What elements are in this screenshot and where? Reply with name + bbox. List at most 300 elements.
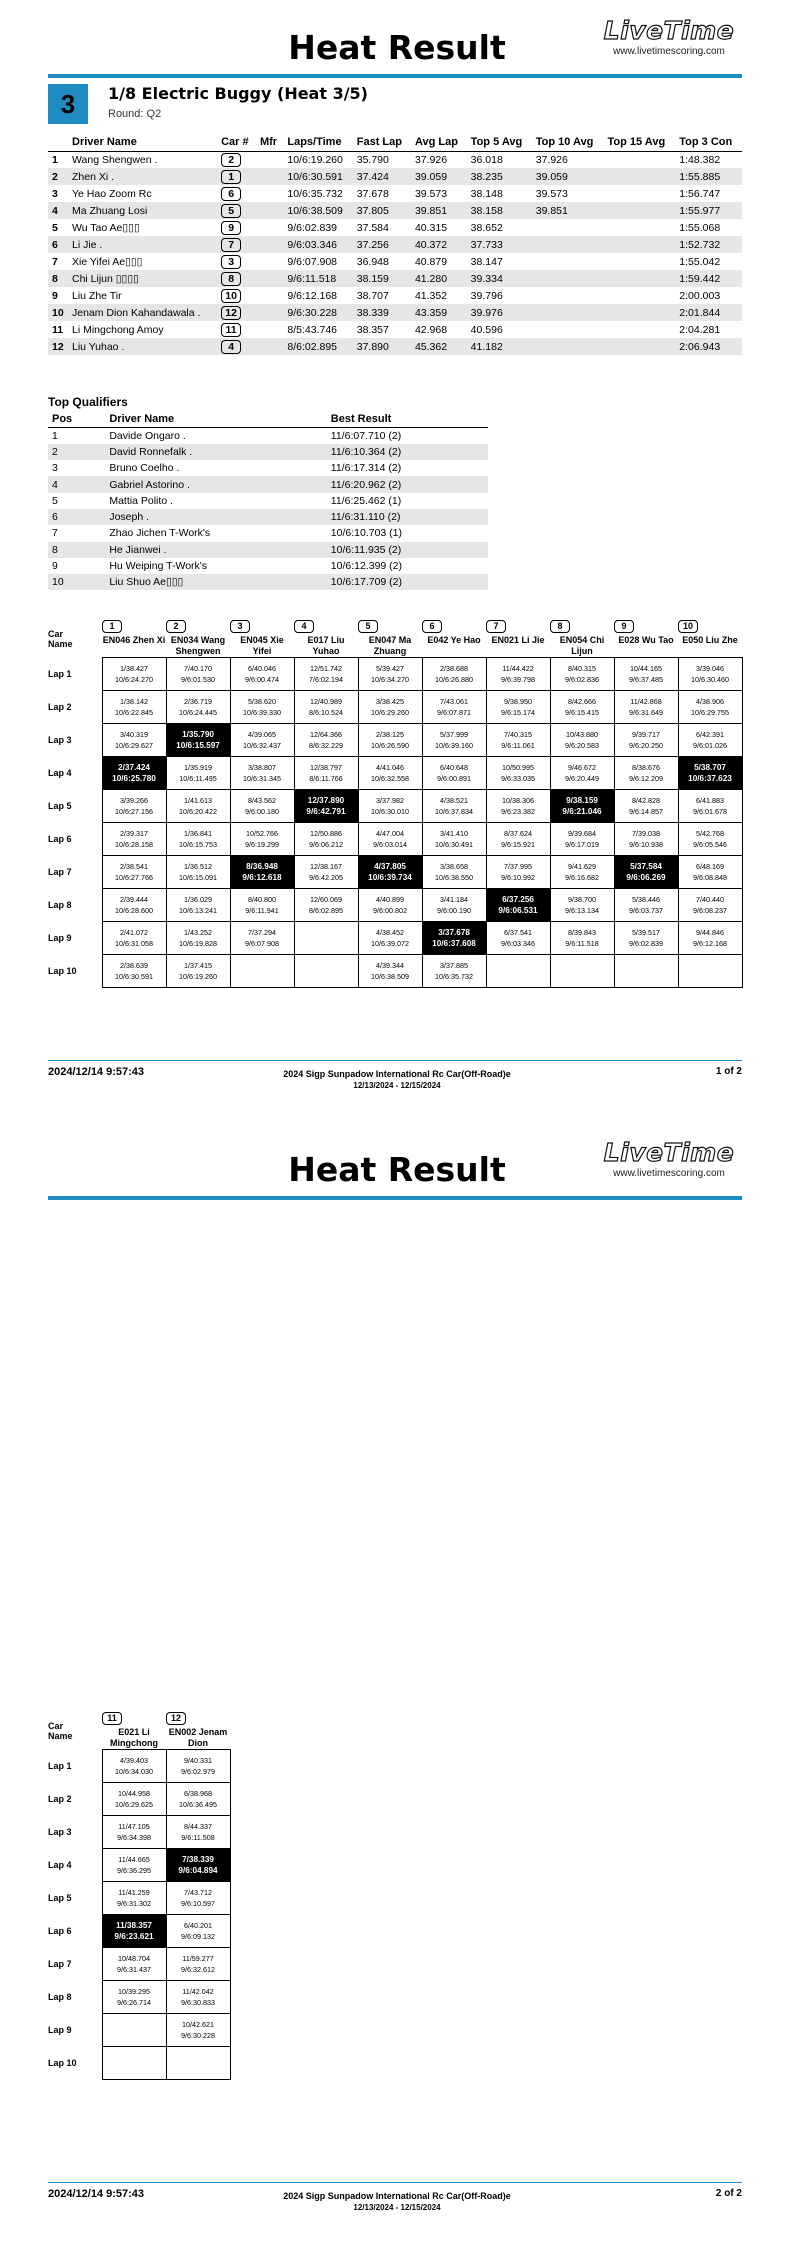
lap-total-time: 9/6:08.848 [693, 873, 727, 882]
table-cell: 36.948 [356, 255, 389, 268]
car-number-badge: 3 [230, 620, 250, 633]
car-number-cell [217, 236, 256, 253]
lap-position-time: 1/36.512 [184, 862, 212, 871]
lap-cell [102, 658, 166, 691]
lap-position-time: 12/38.797 [310, 763, 342, 772]
lap-total-time: 9/6:31.302 [117, 1899, 151, 1908]
table-cell: 10/6:10.703 (1) [330, 527, 402, 540]
lap-cell [294, 724, 358, 757]
table-row [48, 509, 488, 525]
car-number-badge: 8 [221, 272, 241, 286]
table-cell [532, 219, 604, 236]
lap-total-time: 9/6:34.398 [117, 1833, 151, 1842]
car-number-cell [217, 253, 256, 270]
lap-position-time: 7/39.038 [632, 829, 660, 838]
fastest-lap-cell [166, 1849, 230, 1882]
lap-cell [422, 856, 486, 889]
results-col-header: Fast Lap [353, 133, 411, 151]
lap-row [48, 757, 742, 790]
car-number-badge: 5 [221, 204, 241, 218]
car-number-cell [217, 185, 256, 202]
lap-total-time: 9/6:20.583 [565, 741, 599, 750]
lap-cell [102, 1816, 166, 1849]
lap-total-time: 9/6:15.415 [565, 708, 599, 717]
table-cell: 3 [52, 462, 58, 475]
lap-cell [614, 691, 678, 724]
lap-position-time: 3/38.425 [376, 697, 404, 706]
lap-total-time: 8/6:32.229 [309, 741, 343, 750]
footer-divider [48, 1060, 742, 1061]
lap-total-time: 9/6:30.228 [181, 2031, 215, 2040]
lap-total-time: 9/6:12.209 [629, 774, 663, 783]
table-cell: 37.256 [353, 236, 411, 253]
lap-total-time: 9/6:09.132 [181, 1932, 215, 1941]
lap-label: Lap 4 [48, 1860, 72, 1870]
qualifiers-col-header: Pos [48, 411, 105, 428]
lap-cell [550, 658, 614, 691]
driver-column-header [358, 620, 422, 658]
lap-total-time: 10/6:15.091 [179, 873, 217, 882]
car-number-badge: 10 [221, 289, 241, 303]
fastest-lap-cell [102, 1915, 166, 1948]
table-cell: 38.707 [356, 289, 389, 302]
table-cell: 2:00.003 [679, 289, 721, 302]
car-number-cell [217, 168, 256, 185]
driver-column-header [486, 620, 550, 658]
lap-total-time: 9/6:13.134 [565, 906, 599, 915]
lap-position-time: 11/47.105 [118, 1822, 150, 1831]
table-cell: 37.584 [356, 221, 389, 234]
results-col-header [48, 133, 68, 151]
table-cell: 39.059 [532, 168, 604, 185]
lap-position-time: 4/38.452 [376, 928, 404, 937]
lap-total-time: 10/6:27.766 [115, 873, 153, 882]
top-qualifiers-title: Top Qualifiers [48, 395, 128, 409]
car-number-badge: 11 [221, 323, 241, 337]
lap-position-time: 9/39.717 [632, 730, 660, 739]
table-cell: 1:55.068 [679, 221, 721, 234]
lap-position-time: 8/37.624 [504, 829, 532, 838]
lap-cell [230, 658, 294, 691]
lap-total-time: 9/6:11.508 [181, 1833, 215, 1842]
table-cell: Liu Shuo Ae▯▯▯ [105, 574, 326, 590]
lap-position-time: 3/41.410 [440, 829, 468, 838]
table-cell: 1 [52, 429, 58, 442]
table-cell: 11/6:10.364 (2) [327, 444, 488, 460]
table-cell [604, 168, 676, 185]
lap-cell [294, 691, 358, 724]
table-cell: 35.790 [356, 153, 389, 166]
results-col-header: Top 3 Con [675, 133, 742, 151]
lap-label: Lap 10 [48, 966, 77, 976]
lap-position-time: 7/37.294 [248, 928, 276, 937]
results-body [48, 151, 742, 355]
table-row [48, 558, 488, 574]
lap-position-time: 9/41.629 [568, 862, 596, 871]
table-cell: 10/6:38.509 [283, 202, 352, 219]
table-cell: 10/6:12.399 (2) [330, 560, 402, 573]
table-row [48, 202, 742, 219]
car-number-badge: 3 [221, 255, 241, 269]
lap-total-time: 9/6:10.938 [629, 840, 663, 849]
table-cell: 39.059 [411, 168, 467, 185]
lap-total-time: 9/6:02.839 [629, 939, 663, 948]
lap-label: Lap 2 [48, 1794, 72, 1804]
lap-cell [230, 922, 294, 955]
lap-total-time: 10/6:39.160 [435, 741, 473, 750]
lap-total-time: 10/6:29.625 [115, 1800, 153, 1809]
table-cell [256, 304, 283, 321]
driver-name: EN034 Wang Shengwen [170, 635, 226, 656]
lap-row [48, 823, 742, 856]
lap-total-time: 10/6:20.422 [179, 807, 217, 816]
lap-cell [166, 823, 230, 856]
car-number-badge: 8 [550, 620, 570, 633]
lap-cell [230, 823, 294, 856]
lap-cell [614, 823, 678, 856]
race-name: 1/8 Electric Buggy (Heat 3/5) [108, 84, 368, 103]
lap-total-time: 10/6:34.030 [115, 1767, 153, 1776]
table-cell: Zhao Jichen T-Work's [109, 527, 211, 540]
table-cell: 1:55.042 [679, 255, 721, 268]
lap-cell [486, 724, 550, 757]
page-title: Heat Result [288, 1150, 506, 1189]
lap-total-time: 10/6:31.058 [115, 939, 153, 948]
lap-row [48, 1882, 230, 1915]
car-number-badge: 1 [102, 620, 122, 633]
lap-position-time: 3/37.678 [438, 928, 470, 937]
lap-position-time: 3/39.266 [120, 796, 148, 805]
lap-cell [678, 691, 742, 724]
driver-name: E017 Liu Yuhao [307, 635, 345, 656]
driver-column-header [166, 1712, 230, 1750]
lap-cell [166, 955, 230, 988]
table-cell [604, 270, 676, 287]
logo-word: LiveTime [603, 16, 735, 45]
lap-position-time: 1/38.142 [120, 697, 148, 706]
table-cell [532, 253, 604, 270]
car-number-badge: 9 [614, 620, 634, 633]
lap-total-time: 9/6:00.180 [245, 807, 279, 816]
footer-event-dates: 12/13/2024 - 12/15/2024 [353, 1081, 441, 1090]
lap-position-time: 3/39.046 [696, 664, 724, 673]
table-cell: 5 [52, 221, 58, 234]
results-col-header: Top 10 Avg [532, 133, 604, 151]
lap-position-time: 7/37.995 [504, 862, 532, 871]
lap-cell [678, 955, 742, 988]
lap-label: Lap 7 [48, 867, 72, 877]
lap-total-time: 9/6:42.791 [306, 807, 346, 816]
top-qualifiers-header-row [48, 411, 488, 428]
table-cell: 1:55.885 [675, 168, 742, 185]
lap-row [48, 922, 742, 955]
lap-cell [678, 724, 742, 757]
lap-cell [102, 856, 166, 889]
table-cell: 39.851 [532, 202, 604, 219]
lap-label: Lap 3 [48, 735, 72, 745]
table-cell: 37.678 [356, 187, 389, 200]
lap-position-time: 10/43.880 [566, 730, 598, 739]
fastest-lap-cell [486, 889, 550, 922]
table-cell [256, 253, 283, 270]
top-qualifiers-table [48, 411, 488, 590]
lap-total-time: 10/6:31.345 [243, 774, 281, 783]
table-cell: 1:55.977 [675, 202, 742, 219]
lap-cell [230, 724, 294, 757]
lap-position-time: 2/37.424 [118, 763, 150, 772]
results-table [48, 133, 742, 355]
lap-cell [550, 889, 614, 922]
driver-column-header [102, 620, 166, 658]
lap-cell [614, 790, 678, 823]
lap-total-time: 9/6:31.437 [117, 1965, 151, 1974]
lap-cell [230, 889, 294, 922]
table-cell: 9/6:12.168 [287, 289, 338, 302]
lap-position-time: 6/40.046 [248, 664, 276, 673]
lap-total-time: 9/6:10.597 [181, 1899, 215, 1908]
logo-word: LiveTime [603, 1138, 735, 1167]
table-cell: 2:01.844 [675, 304, 742, 321]
lap-total-time: 9/6:03.346 [501, 939, 535, 948]
lap-total-time: 9/6:02.836 [565, 675, 599, 684]
car-number-badge: 1 [221, 170, 241, 184]
table-cell: Jenam Dion Kahandawala . [68, 304, 217, 321]
page-title: Heat Result [288, 28, 506, 67]
car-number-cell [217, 321, 256, 338]
table-cell [604, 151, 676, 168]
lap-total-time: 9/6:02.979 [181, 1767, 215, 1776]
table-cell: Ye Hao Zoom Rc [72, 187, 152, 200]
lap-position-time: 7/43.712 [184, 1888, 212, 1897]
lap-cell [294, 889, 358, 922]
table-cell: 41.280 [411, 270, 467, 287]
lap-position-time: 12/38.167 [310, 862, 342, 871]
table-cell [604, 185, 676, 202]
table-cell: 10 [48, 574, 105, 590]
table-cell [256, 202, 283, 219]
lap-total-time: 10/6:30.460 [691, 675, 729, 684]
results-col-header: Top 15 Avg [604, 133, 676, 151]
lap-cell [422, 955, 486, 988]
lap-total-time: 10/6:19.828 [179, 939, 217, 948]
table-cell: 37.733 [467, 236, 532, 253]
table-cell: 40.372 [411, 236, 467, 253]
driver-column-header [294, 620, 358, 658]
lap-total-time: 10/6:29.260 [371, 708, 409, 717]
car-number-badge: 4 [221, 340, 241, 354]
lap-row [48, 1915, 230, 1948]
table-cell: Ma Zhuang Losi [68, 202, 217, 219]
lap-cell [166, 1981, 230, 2014]
lap-label: Lap 6 [48, 1926, 72, 1936]
lap-position-time: 12/51.742 [310, 664, 342, 673]
lap-cell [102, 955, 166, 988]
lap-cell [422, 889, 486, 922]
table-cell: 2:04.281 [679, 323, 721, 336]
car-number-badge: 7 [221, 238, 241, 252]
lap-cell [486, 658, 550, 691]
lap-total-time: 10/6:22.845 [115, 708, 153, 717]
logo-url: www.livetimescoring.com [613, 1168, 725, 1179]
lap-cell [166, 1948, 230, 1981]
table-cell: 8 [48, 542, 105, 558]
table-cell: 10/6:35.732 [287, 187, 343, 200]
lap-cell [422, 823, 486, 856]
lap-cell [486, 790, 550, 823]
lap-label: Lap 9 [48, 933, 72, 943]
lap-position-time: 6/40.648 [440, 763, 468, 772]
lap-cell [358, 790, 422, 823]
lap-total-time: 10/6:30.491 [435, 840, 473, 849]
table-cell: 39.976 [467, 304, 532, 321]
lap-total-time: 9/6:03.737 [629, 906, 663, 915]
table-cell [256, 236, 283, 253]
lap-cell [102, 790, 166, 823]
table-cell [604, 236, 676, 253]
lap-row [48, 856, 742, 889]
lap-row [48, 889, 742, 922]
car-number-badge: 6 [422, 620, 442, 633]
table-cell: 7 [52, 255, 58, 268]
lap-position-time: 1/36.841 [184, 829, 212, 838]
lap-cell [486, 922, 550, 955]
table-cell: 5 [52, 494, 58, 507]
lap-cell [422, 790, 486, 823]
lap-total-time: 10/6:15.597 [176, 741, 220, 750]
lap-position-time: 1/41.613 [184, 796, 212, 805]
lap-total-time: 10/6:37.834 [435, 807, 473, 816]
lap-cell [550, 955, 614, 988]
table-row [48, 476, 488, 492]
lap-total-time: 9/6:03.014 [373, 840, 407, 849]
lap-position-time: 4/39.344 [376, 961, 404, 970]
table-cell: 38.147 [470, 255, 503, 268]
lap-cell [166, 790, 230, 823]
lap-position-time: 8/43.562 [248, 796, 276, 805]
results-col-header: Laps/Time [283, 133, 352, 151]
lap-position-time: 7/40.440 [696, 895, 724, 904]
lap-cell [486, 955, 550, 988]
lap-position-time: 5/37.999 [440, 730, 468, 739]
lap-total-time: 10/6:39.072 [371, 939, 409, 948]
lap-total-time: 10/6:15.753 [179, 840, 217, 849]
lap-total-time: 10/6:37.623 [688, 774, 732, 783]
table-cell [604, 304, 676, 321]
table-cell: 40.596 [470, 323, 503, 336]
car-number-badge: 9 [221, 221, 241, 235]
lap-total-time: 10/6:32.437 [243, 741, 281, 750]
car-number-badge: 5 [358, 620, 378, 633]
lap-position-time: 4/38.906 [696, 697, 724, 706]
lap-label: Lap 1 [48, 1761, 72, 1771]
table-cell: 38.159 [353, 270, 411, 287]
lap-position-time: 2/36.719 [184, 697, 212, 706]
table-cell [256, 168, 283, 185]
lap-cell [166, 1750, 230, 1783]
lap-row [48, 1816, 230, 1849]
lap-cell [678, 922, 742, 955]
table-cell [532, 321, 604, 338]
lap-position-time: 7/40.315 [504, 730, 532, 739]
lap-total-time: 9/6:11.518 [565, 939, 599, 948]
table-row [48, 219, 742, 236]
lap-position-time: 4/39.065 [248, 730, 276, 739]
table-cell: 39.851 [411, 202, 467, 219]
driver-name: EN002 Jenam Dion [168, 1727, 228, 1748]
lap-position-time: 1/35.919 [184, 763, 212, 772]
lap-row [48, 1783, 230, 1816]
lap-cell [230, 955, 294, 988]
lap-cell [166, 1915, 230, 1948]
lap-position-time: 12/60.069 [310, 895, 342, 904]
lap-total-time: 9/6:16.682 [565, 873, 599, 882]
table-cell: 38.357 [356, 323, 389, 336]
lap-total-time: 10/6:36.495 [179, 1800, 217, 1809]
table-cell: 39.573 [414, 187, 448, 200]
car-number-badge: 12 [221, 306, 241, 320]
lap-position-time: 1/36.029 [184, 895, 212, 904]
table-cell [604, 253, 676, 270]
lap-cell [678, 823, 742, 856]
lap-cell [550, 691, 614, 724]
lap-total-time: 10/6:32.558 [371, 774, 409, 783]
lap-chart-corner-label: Car Name [48, 628, 73, 649]
lap-total-time: 9/6:07.871 [437, 708, 471, 717]
lap-cell [358, 757, 422, 790]
lap-total-time: 9/6:11.061 [501, 741, 535, 750]
lap-total-time: 9/6:20.449 [565, 774, 599, 783]
table-cell [532, 236, 604, 253]
table-cell [532, 338, 604, 355]
lap-position-time: 9/38.950 [504, 697, 532, 706]
lap-total-time: 9/6:07.908 [245, 939, 279, 948]
table-cell: 38.652 [470, 221, 503, 234]
lap-position-time: 6/37.541 [504, 928, 532, 937]
table-cell: Xie Yifei Ae▯▯▯ [72, 255, 143, 268]
lap-cell [166, 856, 230, 889]
lap-position-time: 6/38.968 [184, 1789, 212, 1798]
table-cell: 10/6:11.935 (2) [327, 542, 488, 558]
lap-cell [294, 955, 358, 988]
lap-position-time: 8/44.337 [184, 1822, 212, 1831]
lap-cell [102, 724, 166, 757]
lap-total-time: 9/6:12.168 [693, 939, 727, 948]
table-cell: 11/6:17.314 (2) [330, 462, 402, 475]
livetime-logo [596, 16, 742, 57]
lap-cell [358, 889, 422, 922]
table-cell: Mattia Polito . [109, 494, 173, 507]
footer-page-number: 1 of 2 [715, 1066, 742, 1077]
lap-cell [422, 757, 486, 790]
lap-total-time: 10/6:24.270 [115, 675, 153, 684]
table-cell [532, 304, 604, 321]
table-cell: 39.796 [470, 289, 503, 302]
driver-column-header [614, 620, 678, 658]
lap-label: Lap 6 [48, 834, 72, 844]
lap-total-time: 7/6:02.194 [309, 675, 343, 684]
table-cell: 1:56.747 [679, 187, 721, 200]
lap-cell [102, 1981, 166, 2014]
table-cell: 9/6:07.908 [287, 255, 338, 268]
lap-position-time: 3/37.885 [440, 961, 468, 970]
table-cell: 11/6:07.710 (2) [330, 429, 402, 442]
table-cell: 37.926 [535, 153, 568, 166]
lap-total-time: 10/6:38.550 [435, 873, 473, 882]
lap-position-time: 8/40.800 [248, 895, 276, 904]
lap-total-time: 9/6:33.035 [501, 774, 535, 783]
table-cell: 41.352 [414, 289, 448, 302]
table-row [48, 338, 742, 355]
